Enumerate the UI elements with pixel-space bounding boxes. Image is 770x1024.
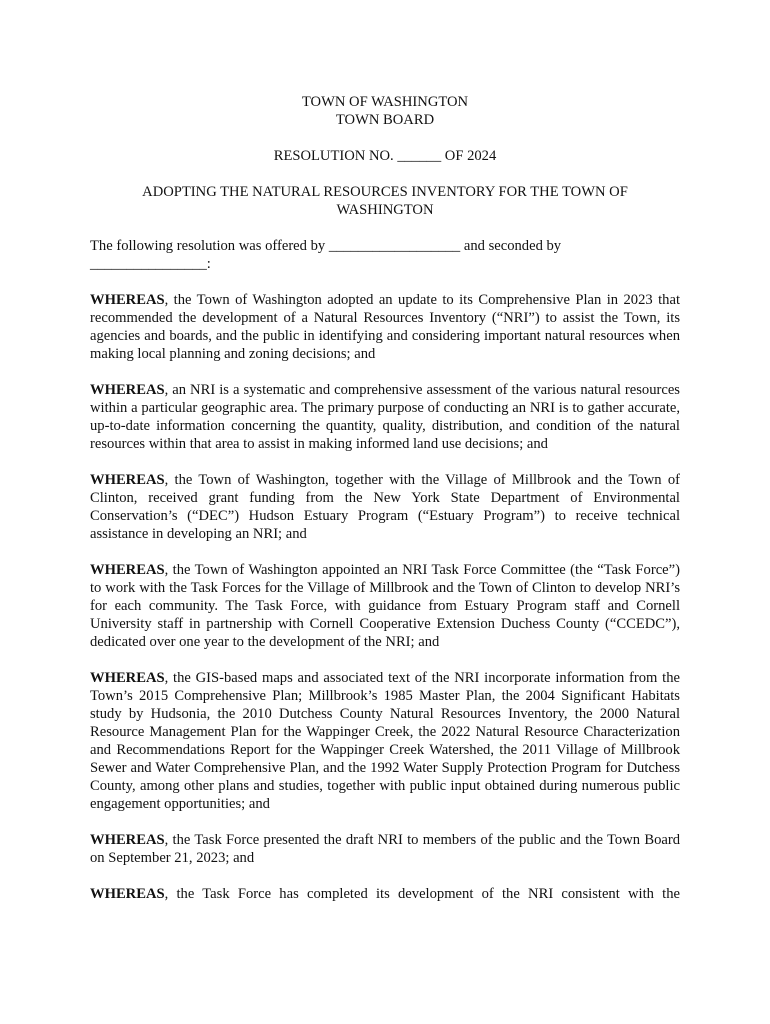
whereas-label: WHEREAS — [90, 472, 165, 488]
intro-line-2: ________________: — [90, 256, 211, 272]
whereas-clause-1 — [90, 291, 680, 363]
clause-text: , an NRI is a systematic and comprehensive assessment of the various natural resources within a particular geographic area. The primary purpose of conducting an NRI is to gather accurate, up-to-date information concerning the quantity, quality, distribution, and condition of the natural resources within that area to assist in making informed land use decisions; and — [90, 382, 680, 452]
whereas-clause-4 — [90, 561, 680, 651]
whereas-clause-7 — [90, 885, 680, 903]
whereas-label: WHEREAS — [90, 670, 165, 686]
clause-text: , the Task Force has completed its development of the NRI consistent with the — [164, 886, 680, 902]
whereas-label: WHEREAS — [90, 292, 165, 308]
board-name: TOWN BOARD — [335, 112, 435, 128]
resolution-number: RESOLUTION NO. ______ OF 2024 — [273, 148, 497, 164]
whereas-clause-2 — [90, 381, 680, 453]
clause-text: , the GIS-based maps and associated text of the NRI incorporate information from the Town’s 2015 Comprehensive Plan; Millbrook’s 1985 Master Plan, the 2004 Significant Habitats study by Hudsonia, the 2010 Dutchess County Natural Resources Inventory, the 2000 Natural Resource Management Plan for the Wappinger Creek, the 2022 Natural Resource Characterization and Recommendations Report for the Wappinger Creek Watershed, the 2011 Village of Millbrook Sewer and Water Comprehensive Plan, and the 1992 Water Supply Protection Program for Dutchess County, among other plans and studies, together with public input obtained during numerous public engagement opportunities; and — [90, 670, 680, 812]
intro-line-1: The following resolution was offered by __________________ and seconded by — [90, 238, 562, 254]
whereas-label: WHEREAS — [90, 382, 165, 398]
whereas-clause-3 — [90, 471, 680, 543]
whereas-clause-6 — [90, 831, 680, 867]
clause-text: , the Task Force presented the draft NRI to members of the public and the Town Board on September 21, 2023; and — [90, 832, 680, 866]
whereas-label: WHEREAS — [90, 562, 165, 578]
whereas-label: WHEREAS — [90, 886, 165, 902]
whereas-label: WHEREAS — [90, 832, 165, 848]
clause-text: , the Town of Washington, together with the Village of Millbrook and the Town of Clinton, received grant funding from the New York State Department of Environmental Conservation’s (“DEC”) Hudson Estuary Program (“Estuary Program”) to receive technical assistance in developing an NRI; and — [90, 472, 680, 542]
clause-text: , the Town of Washington appointed an NRI Task Force Committee (the “Task Force”) to work with the Task Forces for the Village of Millbrook and the Town of Clinton to develop NRI’s for each community. The Task Force, with guidance from Estuary Program staff and Cornell University staff in partnership with Cornell Cooperative Extension Duchess County (“CCEDC”), dedicated over one year to the development of the NRI; and — [90, 562, 680, 650]
town-name: TOWN OF WASHINGTON — [301, 94, 469, 110]
resolution-title: ADOPTING THE NATURAL RESOURCES INVENTORY FOR THE TOWN OF WASHINGTON — [142, 184, 628, 218]
document-page — [90, 93, 680, 903]
clause-text: , the Town of Washington adopted an update to its Comprehensive Plan in 2023 that recommended the development of a Natural Resources Inventory (“NRI”) to assist the Town, its agencies and boards, and the public in identifying and considering important natural resources when making local planning and zoning decisions; and — [90, 292, 680, 362]
whereas-clause-5 — [90, 669, 680, 813]
